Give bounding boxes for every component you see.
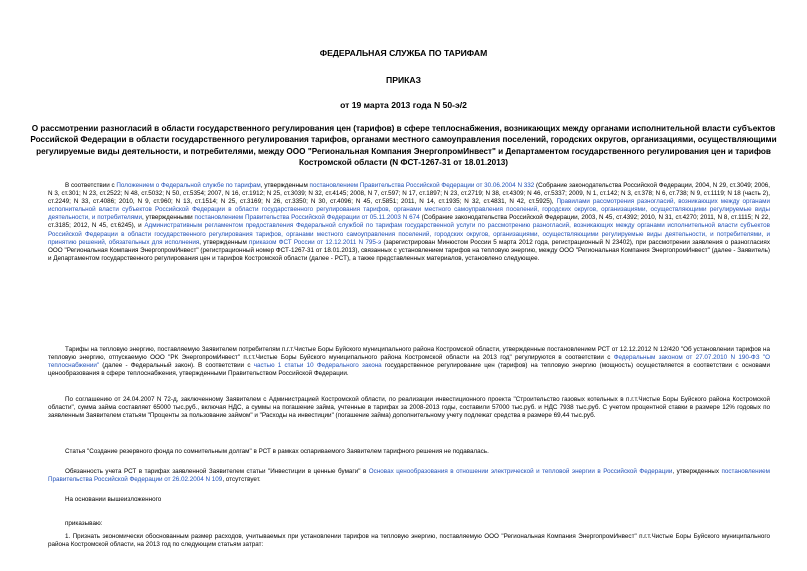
- document-title: О рассмотрении разногласий в области государственного регулирования цен (тарифов) в сфере теплоснабжения, возникающих между органами исполнительной власти субъектов Российской Федерации в области государственного регулирования тарифов, органами местного самоуправления поселений, городских округов, организациями, осуществляющими регулируемые виды деятельности, и потребителями, между ООО "Региональная Компания ЭнергопромИнвест" и Департаментом государственного регулирования цен и тарифов Костромской области (N ФСТ-1267-31 от 18.01.2013): [30, 124, 777, 168]
- text-segment: Обязанность учета РСТ в тарифах заявленной Заявителем статьи "Инвестиции в ценные бумаги" в: [65, 468, 369, 475]
- text-segment: , утвержденными: [141, 214, 195, 222]
- paragraph-order: приказываю:: [65, 520, 103, 527]
- paragraph-reserve-fund: Статья "Создание резервного фонда по сомнительным долгам" в РСТ в рамках оспариваемого Заявителем тарифного решения не подавалась.: [65, 448, 489, 455]
- link-government-decree-332[interactable]: постановлением Правительства Российской Федерации от 30.06.2004 N 332: [309, 182, 535, 189]
- agency-name: ФЕДЕРАЛЬНАЯ СЛУЖБА ПО ТАРИФАМ: [319, 48, 488, 58]
- text-segment: (Собрание законодательства Российской Федерации, 2004, N 29, ст.3049; 2006, N 3, ст.301; N 23, ст.2522; N 48, ст.5032; N 50, ст.5354; 2007, N 16, ст.1912; N 25, ст.3039; N 32, ст.4145; 2008, N 7, ст.597; N 17, ст.1897; N 23, ст.2719; N 38, ст.4309; N 46, ст.5337; 2009, N 1, ст.142; N 3, ст.378; N 6, ст.738; N 9, ст.1119; N 18 (часть 2), ст.2249; N 33, ст.4086; 2010, N 9, ст.960; N 13, ст.1514; N 25, ст.3169; N 26, ст.3350; N 30, ст.4096; N 45, ст.5851; 2011, N 14, ст.1935; N 32, ст.4831, N 42, ст.5925),: [48, 182, 770, 206]
- link-disagreement-rules[interactable]: Правилами рассмотрения разногласий, возникающих между органами исполнительной власти субъектов Российской Федерации в области государственного регулирования тарифов, органами местного самоуправления поселений, городских округов, организациями, осуществляющими регулируемые виды деятельности, и потребителями: [48, 198, 771, 222]
- document-type: ПРИКАЗ: [386, 75, 421, 85]
- text-segment: (далее - Федеральный закон). В соответствии с: [99, 362, 254, 370]
- paragraph-item-1: 1. Признать экономически обоснованным размер расходов, учитываемых при установлении тарифов на тепловую энергию, поставляемую ООО "Региональная Компания ЭнергопромИнвест" п.г.т.Чистые Боры Буйского муниципального района Костромской области, на 2013 год по следующим статьям затрат:: [48, 533, 770, 549]
- link-government-decree-109[interactable]: постановлением Правительства Российской Федерации от 26.02.2004 N 109: [48, 468, 771, 484]
- link-fst-regulation[interactable]: Положением о Федеральной службе по тарифам: [116, 182, 261, 189]
- text-segment: , утвержденным: [260, 182, 310, 189]
- paragraph-preamble: [48, 182, 770, 263]
- document-date-number: от 19 марта 2013 года N 50-э/2: [340, 100, 467, 110]
- text-segment: государственное регулирование цен (тарифов) на тепловую энергию (мощность) осуществляется в соответствии с основами ценообразования в сфере теплоснабжения, утвержденными Правительством Российской Федерации.: [48, 362, 770, 378]
- text-segment: , отсутствует.: [222, 476, 261, 484]
- link-pricing-principles[interactable]: Основах ценообразования в отношении электрической и тепловой энергии в Российской Федерации: [368, 468, 673, 475]
- link-administrative-regulation[interactable]: Административным регламентом предоставления Федеральной службой по тарифам государственной услуги по рассмотрению разногласий, возникающих между органами исполнительной власти субъектов Российской Федерации в области государственного регулирования тарифов, органами местного самоуправления поселений, городских округов, организациями, осуществляющими регулируемые виды деятельности, и потребителями, и принятию решений, обязательных для исполнения: [48, 222, 770, 246]
- paragraph-investments: [48, 468, 770, 484]
- text-segment: (зарегистрирован Минюстом России 5 марта 2012 года, регистрационный N 23402), при рассмотрении заявления о разногласиях ООО "Региональная Компания ЭнергопромИнвест" (регистрационный номер ФСТ-1267-31 от 18.01.2013), связанных с установлением тарифов на тепловую энергию, между ООО "Региональная Компания ЭнергопромИнвест" (далее - Заявитель) и Департаментом государственного регулирования цен и тарифов Костромской области (далее - РСТ), а также представленных материалов, установлено следующее.: [48, 238, 770, 262]
- link-article-10-part-1[interactable]: частью 1 статьи 10 Федерального закона: [253, 362, 382, 370]
- paragraph-loan-agreement: По соглашению от 24.04.2007 N 72-д, заключенному Заявителем с Администрацией Костромской области, по реализации инвестиционного проекта "Строительство газовых котельных в п.г.т.Чистые Боры Буйского района Костромской области", сумма займа составляет 65000 тыс.руб., включая НДС, а суммы на погашение займа, учтенные в тарифах за 2008-2013 годы, составили 57000 тыс.руб. и НДС 7938 тыс.руб. С учетом процентной ставки в размере 12% годовых по заявленным Заявителем статьям "Проценты за пользование займом" и "Расходы на инвестиции" (погашение займа) дополнительному учету подлежат средства в размере 69,44 тыс.руб.: [48, 396, 770, 420]
- link-government-decree-674[interactable]: постановлением Правительства Российской Федерации от 05.11.2003 N 674: [194, 214, 420, 222]
- text-segment: , утвержденных: [672, 468, 722, 475]
- text-segment: В соответствии с: [65, 182, 117, 189]
- link-federal-law-190[interactable]: Федеральным законом от 27.07.2010 N 190-ФЗ "О теплоснабжении": [48, 354, 770, 370]
- text-segment: , утвержденным: [199, 238, 250, 246]
- paragraph-tariffs: [48, 346, 770, 378]
- link-fst-order-795[interactable]: приказом ФСТ России от 12.12.2011 N 795-э: [249, 238, 382, 246]
- text-segment: (Собрание законодательства Российской Федерации, 2003, N 45, ст.4392; 2010, N 31, ст.4270; 2011, N 8, ст.1115; N 22, ст.3185; 2012, N 45, ст.6245), и: [48, 214, 771, 230]
- paragraph-on-basis: На основании вышеизложенного: [65, 496, 162, 503]
- text-segment: Тарифы на тепловую энергию, поставляемую Заявителем потребителям п.г.т.Чистые Боры Буйского муниципального района Костромской области, утвержденные постановлением РСТ от 12.12.2012 N 12/420 "Об установлении тарифов на тепловую энергию, отпускаемую ООО "РК ЭнергопромИнвест" п.г.т.Чистые Боры Буйского муниципального района Костромской области на 2013 год" регулируются в соответствии с: [48, 346, 770, 362]
